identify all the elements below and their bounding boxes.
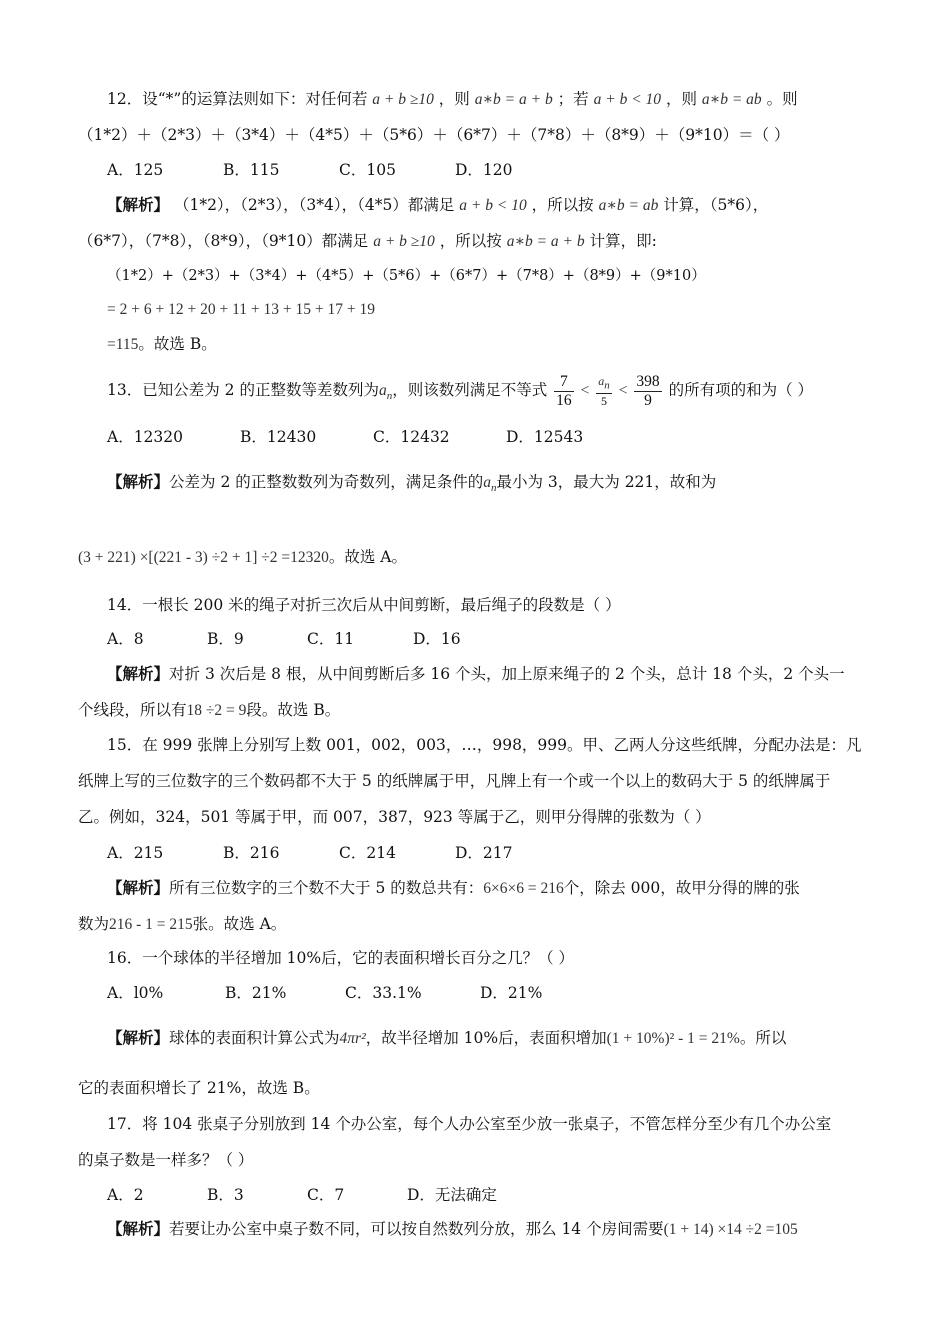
q17-stem-line1: 17．将 104 张桌子分别放到 14 个办公室，每个人办公室至少放一张桌子，不管怎样分至少有几个办公室 <box>107 1115 832 1133</box>
q12-rule-2: a∗b = ab <box>701 91 762 108</box>
q17-option-c: C．7 <box>307 1186 345 1204</box>
q15-stem-line1: 15．在 999 张牌上分别写上数 001，002，003，…，998，999。甲、乙两人分这些纸牌，分配办法是：凡 <box>107 736 862 754</box>
q13-fraction-3-num: 398 <box>636 372 660 390</box>
q14-option-a: A．8 <box>107 630 144 648</box>
q13-analysis-text: 公差为 2 的正整数数列为奇数列，满足条件的 <box>169 473 484 491</box>
q13-fraction-1-num: 7 <box>554 373 574 392</box>
q16-analysis-text: 。所以 <box>739 1029 787 1047</box>
q16-option-c: C．33.1% <box>345 984 422 1002</box>
q12-sep-2: ；若 <box>557 90 589 108</box>
q16-analysis-text: 球体的表面积计算公式为 <box>169 1029 340 1047</box>
q17-stem-line2: 的桌子数是一样多？（ ） <box>78 1151 254 1169</box>
q15-stem-line2: 纸牌上写的三位数字的三个数码都不大于 5 的纸牌属于甲，凡牌上有一个或一个以上的数码大于 5 的纸牌属于 <box>78 772 831 790</box>
q16-surface-formula: 4πr² <box>339 1030 366 1047</box>
q13-a: a <box>598 374 605 389</box>
q14-analysis-text: 个线段，所以有 <box>78 701 187 719</box>
q14-option-b: B．9 <box>207 630 244 648</box>
q17-analysis-label: 【解析】 <box>107 1219 170 1238</box>
q12-condition-1: a + b ≥10 <box>372 91 434 108</box>
q15-analysis-label: 【解析】 <box>107 878 170 897</box>
q15-option-c: C．214 <box>339 844 396 862</box>
q14-stem: 14．一根长 200 米的绳子对折三次后从中间剪断，最后绳子的段数是（ ） <box>107 596 621 614</box>
q12-analysis-text: ，所以按 <box>531 196 594 214</box>
q15-analysis-text: 所有三位数字的三个数不大于 5 的数总共有： <box>169 879 484 897</box>
q17-analysis-line1 <box>107 1218 798 1241</box>
q13-analysis-label: 【解析】 <box>107 472 170 491</box>
q12-stem-text: 12．设“*”的运算法则如下：对任何若 <box>107 90 368 108</box>
q12-rule-1: a∗b = a + b <box>474 91 553 108</box>
q14-option-c: C．11 <box>307 630 355 648</box>
q13-option-d: D．12543 <box>506 428 584 446</box>
q16-stem: 16．一个球体的半径增加 10%后，它的表面积增长百分之几？（ ） <box>107 949 575 967</box>
q12-analysis-rule: a∗b = a + b <box>506 233 585 250</box>
q12-analysis-line1 <box>107 194 768 217</box>
q12-analysis-line3: （1*2）+（2*3）+（3*4）+（4*5）+（5*6）+（6*7）+（7*8）+（8*9）+（9*10） <box>107 268 706 284</box>
q16-option-d: D．21% <box>480 984 543 1002</box>
q15-options <box>107 842 513 864</box>
q12-analysis-text: ，所以按 <box>439 232 502 250</box>
q13-sequence-symbol <box>378 382 393 403</box>
q13-sequence-symbol <box>483 474 497 495</box>
q12-analysis-line4: = 2 + 6 + 12 + 20 + 11 + 13 + 15 + 17 + 19 <box>107 301 375 318</box>
q12-expression: （1*2）＋（2*3）＋（3*4）＋（4*5）＋（5*6）＋（6*7）＋（7*8）＋（8*9）＋（9*10）＝（ ） <box>78 126 790 144</box>
q14-analysis-line1 <box>107 663 845 685</box>
q14-option-d: D．16 <box>413 630 461 648</box>
q13-analysis-text: 最小为 3，最大为 221，故和为 <box>496 473 717 491</box>
q14-analysis-text: 对折 3 次后是 8 根，从中间剪断后多 16 个头，加上原来绳子的 2 个头，总计 18 个头，2 个头一 <box>169 665 845 683</box>
q13-fraction-3-den: 9 <box>644 391 652 409</box>
q13-a: a <box>378 382 387 399</box>
q12-analysis-cond: a + b ≥10 <box>373 233 435 250</box>
q13-fraction-3 <box>634 373 661 410</box>
q17-options <box>107 1184 497 1206</box>
q13-analysis-line1 <box>107 471 716 499</box>
q12-analysis-text: 计算，（5*6）， <box>663 196 769 214</box>
q13-a-sub: n <box>490 482 497 495</box>
q15-product: 6×6×6 = 216 <box>483 880 564 897</box>
q15-analysis-line2 <box>78 913 286 936</box>
q17-analysis-text: 若要让办公室中桌子数不同，可以按自然数列分放，那么 14 个房间需要 <box>169 1220 664 1238</box>
q17-option-d: D．无法确定 <box>407 1186 497 1204</box>
q14-options <box>107 628 461 650</box>
q13-sum-formula: (3 + 221) ×[(221 - 3) ÷2 + 1] ÷2 =12320 <box>78 549 329 566</box>
q12-analysis-line2 <box>78 230 657 253</box>
q16-analysis-line1 <box>107 1027 786 1050</box>
q13-stem-text: 13．已知公差为 2 的正整数等差数列为 <box>107 381 379 399</box>
q12-result: =115 <box>107 336 139 353</box>
q13-option-c: C．12432 <box>373 428 450 446</box>
q13-analysis-line2 <box>78 546 407 569</box>
q13-fraction-2 <box>596 374 612 407</box>
q12-stem-end: 。则 <box>766 90 798 108</box>
q12-option-c: C．105 <box>339 161 396 179</box>
q15-option-b: B．216 <box>223 844 280 862</box>
q13-less-than: < <box>580 382 590 399</box>
q12-condition-2: a + b < 10 <box>593 91 662 108</box>
q13-fraction-1 <box>554 373 574 410</box>
q16-analysis-line2: 它的表面积增长了 21%，故选 B。 <box>78 1079 320 1097</box>
q12-stem-line1 <box>107 88 798 111</box>
q13-fraction-2-den: 5 <box>601 393 608 408</box>
q12-sep-3: ，则 <box>665 90 697 108</box>
q13-option-b: B．12430 <box>240 428 317 446</box>
q13-stem-end: 的所有项的和为（ ） <box>668 381 814 399</box>
q15-analysis-text: 个，除去 000，故甲分得的牌的张 <box>563 879 800 897</box>
q15-analysis-text: 数为 <box>78 915 110 933</box>
q13-stem-text: ，则该数列满足不等式 <box>392 381 548 399</box>
q12-answer: 。故选 B。 <box>138 335 217 353</box>
q12-analysis-text: （1*2），（2*3），（3*4），（4*5）都满足 <box>173 196 455 214</box>
q12-analysis-text: （6*7），（7*8），（8*9），（9*10）都满足 <box>78 232 369 250</box>
q14-answer: 段。故选 B。 <box>246 701 341 719</box>
q12-option-b: B．115 <box>223 161 280 179</box>
q12-analysis-line5 <box>107 333 217 356</box>
q13-fraction-1-den: 16 <box>556 391 572 409</box>
q15-option-a: A．215 <box>107 844 164 862</box>
q16-options <box>107 982 542 1004</box>
q12-options <box>107 159 513 181</box>
q12-option-d: D．120 <box>455 161 513 179</box>
q13-a-sub: n <box>386 390 393 403</box>
q15-answer: 张。故选 A。 <box>192 915 287 933</box>
q16-growth-formula: (1 + 10%)² - 1 = 21% <box>606 1030 740 1047</box>
q13-answer: 。故选 A。 <box>328 548 407 566</box>
q12-sep-1: ，则 <box>438 90 470 108</box>
q16-analysis-text: ，故半径增加 10%后，表面积增加 <box>365 1029 607 1047</box>
q13-less-than: < <box>618 382 628 399</box>
q13-stem <box>107 370 813 416</box>
q15-option-d: D．217 <box>455 844 513 862</box>
q14-analysis-label: 【解析】 <box>107 664 170 683</box>
q17-sum-formula: (1 + 14) ×14 ÷2 =105 <box>663 1221 798 1238</box>
q13-a: a <box>483 474 491 491</box>
q16-option-a: A．l0% <box>107 984 164 1002</box>
q12-analysis-rule: a∗b = ab <box>598 197 659 214</box>
q13-options <box>107 426 583 448</box>
q13-option-a: A．12320 <box>107 428 184 446</box>
q13-a-sub: n <box>604 379 610 392</box>
q12-analysis-cond: a + b < 10 <box>459 197 527 214</box>
q12-analysis-text: 计算，即: <box>589 232 657 250</box>
q15-stem-line3: 乙。例如，324，501 等属于甲，而 007，387，923 等属于乙，则甲分得牌的张数为（ ） <box>78 808 711 826</box>
q13-fraction-2-num <box>596 374 612 393</box>
q14-division: 18 ÷2 = 9 <box>186 702 247 719</box>
q12-analysis-label: 【解析】 <box>107 195 170 214</box>
q15-analysis-line1 <box>107 877 800 900</box>
q17-option-b: B．3 <box>207 1186 244 1204</box>
q12-option-a: A．125 <box>107 161 164 179</box>
q15-subtraction: 216 - 1 = 215 <box>109 916 193 933</box>
q16-option-b: B．21% <box>225 984 287 1002</box>
q14-analysis-line2 <box>78 699 340 722</box>
q17-option-a: A．2 <box>107 1186 144 1204</box>
q16-analysis-label: 【解析】 <box>107 1028 170 1047</box>
